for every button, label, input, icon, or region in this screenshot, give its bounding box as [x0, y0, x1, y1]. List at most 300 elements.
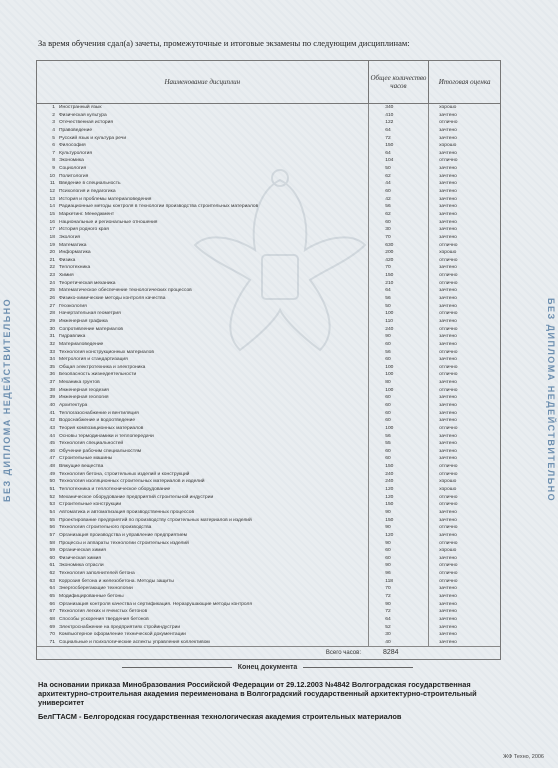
discipline-name: Энергосберегающие технологии	[59, 585, 369, 593]
grade-value: зачтено	[439, 181, 457, 187]
table-row	[37, 593, 500, 601]
discipline-name: Культурология	[59, 150, 369, 158]
table-row	[37, 310, 500, 318]
grade-value: зачтено	[439, 196, 457, 202]
grade-value: зачтено	[439, 624, 457, 630]
table-row	[37, 410, 500, 418]
row-number: 24	[49, 280, 55, 286]
discipline-name: Способы ускорения твердения бетонов	[59, 616, 369, 624]
discipline-name: Введение в специальность	[59, 180, 369, 188]
row-number: 23	[49, 273, 55, 279]
discipline-name: Технология строительного производства	[59, 524, 369, 532]
discipline-name: Социология	[59, 165, 369, 173]
grade-value: отлично	[439, 158, 458, 164]
table-row	[37, 608, 500, 616]
table-row	[37, 540, 500, 548]
table-row	[37, 173, 500, 181]
grade-value: отлично	[439, 273, 458, 279]
grade-value: отлично	[439, 571, 458, 577]
discipline-name: Политология	[59, 173, 369, 181]
row-number: 43	[49, 425, 55, 431]
table-row	[37, 326, 500, 334]
table-row	[37, 417, 500, 425]
grade-value: хорошо	[439, 487, 457, 493]
grade-value: хорошо	[439, 143, 457, 149]
header-grade: Итоговая оценка	[438, 78, 491, 86]
grade-value: зачтено	[439, 456, 457, 462]
discipline-name: Маркетинг. Менеджмент	[59, 211, 369, 219]
row-number: 14	[49, 204, 55, 210]
row-number: 10	[49, 173, 55, 179]
table-body	[37, 104, 500, 646]
table-row	[37, 188, 500, 196]
table-row	[37, 463, 500, 471]
row-number: 51	[49, 487, 55, 493]
discipline-name: Инженерная геология	[59, 394, 369, 402]
grade-value: зачтено	[439, 296, 457, 302]
discipline-name: Коррозия бетона и железобетона. Методы защиты	[59, 578, 369, 586]
grade-value: зачтено	[439, 441, 457, 447]
hours-value: 60	[369, 219, 429, 227]
table-row	[37, 524, 500, 532]
discipline-name: Математика	[59, 242, 369, 250]
table-row	[37, 394, 500, 402]
row-number: 39	[49, 395, 55, 401]
table-row	[37, 165, 500, 173]
discipline-name: Экология	[59, 234, 369, 242]
table-row	[37, 104, 500, 112]
discipline-name: Отечественная история	[59, 119, 369, 127]
discipline-name: Процессы и аппараты технологии строительных изделий	[59, 540, 369, 548]
table-row	[37, 135, 500, 143]
discipline-name: Радиационные методы контроля в технологии производства строительных материалов	[59, 203, 369, 211]
row-number: 22	[49, 265, 55, 271]
row-number: 66	[49, 601, 55, 607]
row-number: 34	[49, 357, 55, 363]
hours-value: 240	[369, 478, 429, 486]
hours-value: 90	[369, 601, 429, 609]
row-number: 17	[49, 227, 55, 233]
hours-value: 410	[369, 112, 429, 120]
table-row	[37, 486, 500, 494]
hours-value: 50	[369, 165, 429, 173]
grade-value: отлично	[439, 242, 458, 248]
hours-value: 62	[369, 211, 429, 219]
hours-value: 72	[369, 608, 429, 616]
row-number: 11	[49, 181, 55, 187]
grade-value: отлично	[439, 525, 458, 531]
discipline-name: Общая электротехника и электроника	[59, 364, 369, 372]
grade-value: зачтено	[439, 594, 457, 599]
row-number: 37	[49, 380, 55, 386]
grade-value: хорошо	[439, 105, 457, 110]
row-number: 26	[49, 296, 55, 302]
hours-value: 60	[369, 417, 429, 425]
grade-value: зачтено	[439, 204, 457, 210]
discipline-name: Автоматика и автоматизация производственных процессов	[59, 509, 369, 517]
hours-value: 150	[369, 272, 429, 280]
discipline-name: Инженерная графика	[59, 318, 369, 326]
row-number: 15	[49, 211, 55, 217]
table-row	[37, 402, 500, 410]
table-row	[37, 119, 500, 127]
total-row	[37, 646, 500, 659]
row-number: 1	[52, 105, 55, 110]
discipline-name: Технология заполнителей бетона	[59, 570, 369, 578]
hours-value: 110	[369, 318, 429, 326]
table-row	[37, 547, 500, 555]
table-row	[37, 203, 500, 211]
table-row	[37, 211, 500, 219]
hours-value: 150	[369, 463, 429, 471]
grade-value: отлично	[439, 425, 458, 431]
row-number: 3	[52, 120, 55, 126]
row-number: 55	[49, 517, 55, 523]
hours-value: 72	[369, 135, 429, 143]
grade-value: зачтено	[439, 586, 457, 592]
hours-value: 120	[369, 486, 429, 494]
discipline-name: Строительные машины	[59, 455, 369, 463]
grade-value: зачтено	[439, 410, 457, 416]
grade-value: отлично	[439, 563, 458, 569]
hours-value: 56	[369, 203, 429, 211]
table-row	[37, 287, 500, 295]
row-number: 9	[52, 166, 55, 172]
grade-value: отлично	[439, 387, 458, 393]
header-discipline: Наименование дисциплин	[37, 61, 369, 103]
table-row	[37, 127, 500, 135]
discipline-name: Обучение рабочим специальностям	[59, 448, 369, 456]
grade-value: зачтено	[439, 357, 457, 363]
hours-value: 60	[369, 555, 429, 563]
table-row	[37, 555, 500, 563]
hours-value: 70	[369, 264, 429, 272]
row-number: 12	[49, 189, 55, 195]
table-row	[37, 570, 500, 578]
hours-value: 64	[369, 287, 429, 295]
hours-value: 60	[369, 356, 429, 364]
table-row	[37, 112, 500, 120]
grade-value: зачтено	[439, 402, 457, 408]
row-number: 33	[49, 349, 55, 355]
hours-value: 150	[369, 501, 429, 509]
row-number: 41	[49, 410, 55, 416]
grade-value: зачтено	[439, 555, 457, 561]
table-row	[37, 532, 500, 540]
row-number: 7	[52, 150, 55, 156]
row-number: 69	[49, 624, 55, 630]
hours-value: 210	[369, 280, 429, 288]
discipline-name: Строительные конструкции	[59, 501, 369, 509]
hours-value: 90	[369, 509, 429, 517]
table-row	[37, 356, 500, 364]
hours-value: 100	[369, 371, 429, 379]
discipline-name: Информатика	[59, 249, 369, 257]
row-number: 58	[49, 540, 55, 546]
table-row	[37, 303, 500, 311]
hours-value: 52	[369, 624, 429, 632]
hours-value: 44	[369, 180, 429, 188]
row-number: 59	[49, 548, 55, 554]
table-row	[37, 517, 500, 525]
row-number: 56	[49, 525, 55, 531]
discipline-name: Правоведение	[59, 127, 369, 135]
discipline-name: Экономика	[59, 157, 369, 165]
hours-value: 90	[369, 562, 429, 570]
grade-value: отлично	[439, 578, 458, 584]
row-number: 48	[49, 464, 55, 470]
grade-value: зачтено	[439, 303, 457, 309]
row-number: 25	[49, 288, 55, 294]
table-row	[37, 257, 500, 265]
row-number: 68	[49, 616, 55, 622]
row-number: 19	[49, 242, 55, 248]
hours-value: 120	[369, 494, 429, 502]
hours-value: 56	[369, 295, 429, 303]
table-header	[37, 61, 500, 104]
hours-value: 100	[369, 425, 429, 433]
row-number: 31	[49, 334, 55, 340]
discipline-name: Теория композиционных материалов	[59, 425, 369, 433]
discipline-name: Физико-химические методы контроля качества	[59, 295, 369, 303]
discipline-name: Водоснабжение и водоотведение	[59, 417, 369, 425]
table-row	[37, 196, 500, 204]
hours-value: 122	[369, 119, 429, 127]
grade-value: зачтено	[439, 135, 457, 141]
grade-value: зачтено	[439, 127, 457, 133]
grade-value: отлично	[439, 540, 458, 546]
discipline-name: Безопасность жизнедеятельности	[59, 371, 369, 379]
header-hours: Общее количество часов	[369, 61, 430, 103]
grade-value: зачтено	[439, 601, 457, 607]
row-number: 27	[49, 303, 55, 309]
discipline-name: Теплотехника	[59, 264, 369, 272]
table-row	[37, 242, 500, 250]
grade-value: отлично	[439, 120, 458, 126]
grade-value: зачтено	[439, 334, 457, 340]
row-number: 62	[49, 571, 55, 577]
discipline-name: Метрология и стандартизация	[59, 356, 369, 364]
table-row	[37, 226, 500, 234]
hours-value: 200	[369, 249, 429, 257]
row-number: 57	[49, 532, 55, 538]
row-number: 18	[49, 234, 55, 240]
grade-value: зачтено	[439, 341, 457, 347]
hours-value: 30	[369, 226, 429, 234]
hours-value: 60	[369, 402, 429, 410]
grade-value: отлично	[439, 464, 458, 470]
discipline-name: Сопротивление материалов	[59, 326, 369, 334]
discipline-name: Технология специальностей	[59, 440, 369, 448]
grade-value: зачтено	[439, 517, 457, 523]
row-number: 70	[49, 632, 55, 638]
discipline-name: Компьютерное оформление технической документации	[59, 631, 369, 639]
discipline-name: Теоретическая механика	[59, 280, 369, 288]
grade-value: зачтено	[439, 639, 457, 645]
grade-value: зачтено	[439, 189, 457, 195]
grade-value: зачтено	[439, 418, 457, 424]
grade-value: зачтено	[439, 532, 457, 538]
grade-value: зачтено	[439, 318, 457, 324]
row-number: 60	[49, 555, 55, 561]
table-row	[37, 478, 500, 486]
discipline-name: Физика	[59, 257, 369, 265]
row-number: 13	[49, 196, 55, 202]
hours-value: 240	[369, 471, 429, 479]
grade-value: зачтено	[439, 433, 457, 439]
grade-value: зачтено	[439, 211, 457, 217]
grade-value: зачтено	[439, 288, 457, 294]
hours-value: 118	[369, 578, 429, 586]
grade-value: зачтено	[439, 173, 457, 179]
grade-value: зачтено	[439, 632, 457, 638]
grade-value: отлично	[439, 349, 458, 355]
row-number: 8	[52, 158, 55, 164]
grade-value: отлично	[439, 372, 458, 378]
table-row	[37, 433, 500, 441]
discipline-name: Технология изоляционных строительных материалов и изделий	[59, 478, 369, 486]
discipline-name: Механика грунтов	[59, 379, 369, 387]
row-number: 64	[49, 586, 55, 592]
grade-value: зачтено	[439, 166, 457, 172]
abbreviation-note: БелГТАСМ - Белгородская государственная технологическая академия строительных материалов	[38, 712, 402, 721]
table-row	[37, 494, 500, 502]
table-row	[37, 371, 500, 379]
discipline-name: Инженерная геодезия	[59, 387, 369, 395]
discipline-name: Технология конструкционных материалов	[59, 349, 369, 357]
table-row	[37, 387, 500, 395]
row-number: 16	[49, 219, 55, 225]
discipline-name: Теплотехника и теплотехническое оборудование	[59, 486, 369, 494]
discipline-name: Физическая химия	[59, 555, 369, 563]
row-number: 20	[49, 250, 55, 256]
grade-value: зачтено	[439, 380, 457, 386]
discipline-name: Проектирование предприятий по производству строительных материалов и изделий	[59, 517, 369, 525]
hours-value: 60	[369, 188, 429, 196]
row-number: 67	[49, 609, 55, 615]
printer-mark: ЖФ Техно, 2006	[503, 754, 544, 760]
table-row	[37, 349, 500, 357]
row-number: 4	[52, 127, 55, 133]
hours-value: 56	[369, 433, 429, 441]
row-number: 5	[52, 135, 55, 141]
table-row	[37, 616, 500, 624]
table-row	[37, 425, 500, 433]
discipline-name: Химия	[59, 272, 369, 280]
hours-value: 90	[369, 333, 429, 341]
hours-value: 60	[369, 547, 429, 555]
row-number: 6	[52, 143, 55, 149]
row-number: 49	[49, 471, 55, 477]
discipline-name: Организация производства и управление предприятием	[59, 532, 369, 540]
grade-value: отлично	[439, 280, 458, 286]
hours-value: 90	[369, 540, 429, 548]
hours-value: 40	[369, 639, 429, 647]
row-number: 36	[49, 372, 55, 378]
row-number: 45	[49, 441, 55, 447]
discipline-name: Технология бетона, строительных изделий и конструкций	[59, 471, 369, 479]
hours-value: 70	[369, 234, 429, 242]
grade-value: зачтено	[439, 509, 457, 515]
side-stamp-left: БЕЗ ДИПЛОМА НЕДЕЙСТВИТЕЛЬНО	[2, 297, 12, 503]
hours-value: 60	[369, 448, 429, 456]
discipline-name: Органическая химия	[59, 547, 369, 555]
row-number: 63	[49, 578, 55, 584]
hours-value: 72	[369, 593, 429, 601]
total-label: Всего часов:	[325, 650, 361, 657]
side-stamp-right: БЕЗ ДИПЛОМА НЕДЕЙСТВИТЕЛЬНО	[546, 297, 556, 503]
discipline-name: Начертательная геометрия	[59, 310, 369, 318]
table-row	[37, 280, 500, 288]
row-number: 32	[49, 341, 55, 347]
hours-value: 42	[369, 196, 429, 204]
discipline-name: Социальные и психологические аспекты управления коллективом	[59, 639, 369, 647]
table-row	[37, 318, 500, 326]
hours-value: 56	[369, 349, 429, 357]
hours-value: 340	[369, 104, 429, 112]
row-number: 54	[49, 509, 55, 515]
grade-value: зачтено	[439, 395, 457, 401]
table-row	[37, 509, 500, 517]
row-number: 2	[52, 112, 55, 118]
table-row	[37, 562, 500, 570]
grade-value: зачтено	[439, 234, 457, 240]
table-row	[37, 219, 500, 227]
row-number: 46	[49, 448, 55, 454]
discipline-name: Психология и педагогика	[59, 188, 369, 196]
page-heading: За время обучения сдал(а) зачеты, промежуточные и итоговые экзамены по следующим дисциплинам:	[38, 38, 410, 48]
grade-value: зачтено	[439, 150, 457, 156]
table-row	[37, 448, 500, 456]
table-row	[37, 471, 500, 479]
table-row	[37, 578, 500, 586]
hours-value: 104	[369, 157, 429, 165]
table-row	[37, 585, 500, 593]
grade-value: отлично	[439, 364, 458, 370]
hours-value: 96	[369, 570, 429, 578]
grade-value: хорошо	[439, 548, 457, 554]
row-number: 52	[49, 494, 55, 500]
discipline-name: Материаловедение	[59, 341, 369, 349]
grade-value: зачтено	[439, 616, 457, 622]
table-row	[37, 249, 500, 257]
hours-value: 64	[369, 127, 429, 135]
discipline-name: История и проблемы материаловедения	[59, 196, 369, 204]
table-row	[37, 455, 500, 463]
row-number: 71	[49, 639, 55, 645]
table-row	[37, 624, 500, 632]
grade-value: зачтено	[439, 112, 457, 118]
table-row	[37, 150, 500, 158]
total-hours: 8284	[383, 649, 399, 657]
row-number: 65	[49, 594, 55, 599]
discipline-name: Гидравлика	[59, 333, 369, 341]
discipline-name: Теплогазоснабжение и вентиляция	[59, 410, 369, 418]
discipline-name: Технология легких и ячеистых бетонов	[59, 608, 369, 616]
row-number: 38	[49, 387, 55, 393]
discipline-name: История родного края	[59, 226, 369, 234]
table-row	[37, 264, 500, 272]
row-number: 40	[49, 402, 55, 408]
grade-value: зачтено	[439, 219, 457, 225]
row-number: 35	[49, 364, 55, 370]
row-number: 61	[49, 563, 55, 569]
grade-value: отлично	[439, 326, 458, 332]
grade-value: отлично	[439, 471, 458, 477]
hours-value: 630	[369, 242, 429, 250]
hours-value: 60	[369, 455, 429, 463]
discipline-name: Вяжущие вещества	[59, 463, 369, 471]
